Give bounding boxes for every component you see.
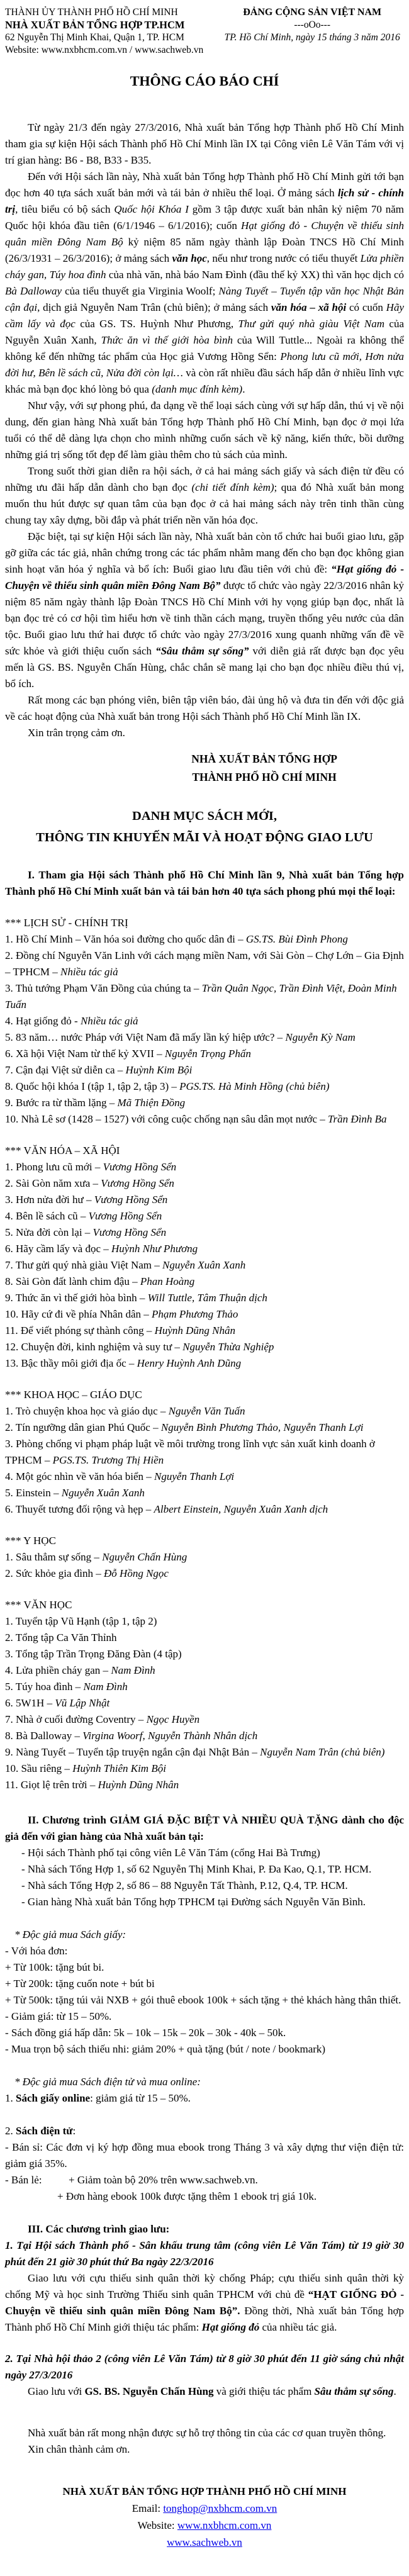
text-run: + Từ 200k: tặng cuốn note + bút bi [5,1978,155,1990]
promo-line [5,2041,404,2058]
promo-location [21,1861,404,1878]
text-run: 2. Đồng chí Nguyễn Văn Linh với cách mạng miền Nam, với Sài Gòn – Chợ Lớn – Gia Định – TPHCM – [5,949,404,978]
promo-line [5,2025,404,2041]
text-run: Nguyễn Trọng Phấn [164,1048,251,1060]
text-run: ; qua đó Nhà xuất bản mong muốn thu hút được sự quan tâm của bạn đọc ở cả hai mảng sách này trên tinh thần cùng chung tay xây dựng, bồi đắp và phát triển nền văn hóa đọc. [5,481,404,526]
section-iii-heading [5,2221,404,2237]
text-run: Will Tuttle, Tâm Thuận dịch [147,1292,267,1304]
text-run: văn học [172,252,207,264]
text-run: (danh mục đính kèm) [152,383,243,395]
book-item [5,1111,404,1128]
text-run: Trần Quân Ngọc, Trần Đình Việt, Đoàn Minh Tuấn [5,982,397,1011]
text-run: Vũ Lập Nhật [55,1697,110,1709]
text-run: Quốc hội Khóa I [114,203,189,215]
text-run: Nguyễn Thừa Nghiệp [182,1341,274,1353]
text-run: 5. Nửa đời còn lại – [5,1226,93,1238]
text-run: Huỳnh Dũng Nhân [154,1324,236,1336]
text-run: Nguyễn Văn Tuấn [168,1405,245,1417]
book-item [5,948,404,980]
document-flow [5,120,404,2551]
text-run: 7. Cận đại Việt sử diễn ca – [5,1064,126,1076]
book-item [5,1078,404,1095]
text-run: *** LỊCH SỬ - CHÍNH TRỊ [5,917,128,929]
paragraph-new-books [5,169,404,398]
text-run: Đỗ Hồng Ngọc [104,1567,169,1579]
text-run: Nguyễn Thanh Lợi [154,1470,235,1482]
text-run: Hạt giống đỏ [201,2321,260,2333]
text-run: Vương Hồng Sển [94,1194,168,1206]
text-run: Phan Hoàng [140,1275,195,1287]
text-run: (chi tiết đính kèm) [191,481,274,493]
book-item [5,1565,404,1582]
text-run: của tiểu thuyết gia Virginia Woolf; [62,285,219,297]
text-run: *** VĂN HÓA – XÃ HỘI [5,1145,120,1156]
text-run: và còn rất nhiều đầu sách hấp dẫn ở nhiều lĩnh vực khác mà bạn đọc khó lòng bỏ qua [5,367,404,395]
text-run: : [72,2125,76,2137]
text-run: Nguyễn Chấn Hùng [102,1551,188,1563]
section-ii-heading [5,1812,404,1845]
text-run: Vương Hồng Sển [101,1177,174,1189]
text-run: gồm 3 tập được xuất bản nhân kỷ niệm 70 năm Quốc hội khóa đầu tiên (6/1/1946 – 6/1/2016); cuốn [5,203,404,232]
book-item [5,1711,404,1728]
book-item [5,1095,404,1111]
promo-line [5,1976,404,1992]
category-header [5,915,404,931]
text-run: GS. BS. Nguyễn Chấn Hùng [84,2385,214,2397]
promo-line [5,1959,404,1976]
text-run: Đến với Hội sách lần này, Nhà xuất bản Tổng hợp Thành phố Hồ Chí Minh gửi tới bạn đọc hơn 40 tựa sách xuất bản mới và tái bản ở nhiều thể loại. Ở mảng sách [5,171,404,199]
book-item [5,1062,404,1078]
footer-email [5,2500,404,2517]
event-2-description [5,2383,404,2400]
text-run: Rất mong các bạn phóng viên, biên tập viên báo, đài ủng hộ và đưa tin đến với độc giả về các hoạt động của Nhà xuất bản trong Hội sách Thành phố Hồ Chí Minh lần IX. [5,694,404,722]
text-run: 5. Einstein – [5,1487,62,1499]
text-run: - Nhà sách Tổng Hợp 2, số 86 – 88 Nguyễn Tất Thành, P.12, Q.4, TP. HCM. [21,1879,348,1891]
book-item [5,1646,404,1662]
book-item [5,931,404,948]
text-run: Như vậy, với sự phong phú, đa dạng về thể loại sách cùng với sự hấp dẫn, thú vị về nội dung, đến gian hàng Nhà xuất bản Tổng hợp Thành phố Hồ Chí Minh, bạn đọc ở mọi lứa tuổi có thể dễ dàng lựa chọn cho mình những cuốn sách về kỹ năng, kiến thức, bồi dưỡng những giá trị sống tốt đẹp để làm giàu thêm cho tủ sách của mình. [5,400,404,461]
text-run: 4. Một góc nhìn về văn hóa biển – [5,1470,155,1482]
text-run: với diễn giả rất được bạn đọc yêu mến là GS. BS. Nguyễn Chấn Hùng, chắc chắn sẽ mang lại cho bạn đọc nhiều điều thú vị, bổ ích. [5,645,404,690]
book-item [5,1208,404,1224]
text-run: 1. Tuyển tập Vũ Hạnh (tập 1, tập 2) [5,1615,157,1627]
date-line: TP. Hồ Chí Minh, ngày 15 tháng 3 năm 2016 [224,32,400,43]
text-run: 6. Xã hội Việt Nam từ thế kỷ XVII – [5,1048,165,1060]
text-run: Huỳnh Như Phương [111,1243,198,1255]
book-item [5,1501,404,1518]
text-run: - Giảm giá: từ 15 – 50%. [5,2010,112,2022]
text-run: Sách điện tử [16,2125,73,2137]
text-run: 5. Túy hoa đình – [5,1681,84,1693]
text-run: 13. Bậc thầy môi giới địa ốc – [5,1357,137,1369]
text-run: 2. Tín ngưỡng dân gian Phú Quốc – [5,1421,161,1433]
text-run: 5. 83 năm… nước Pháp với Việt Nam đã mấy lần ký hiệp ước? – [5,1031,286,1043]
text-run: 1. [5,2092,16,2104]
signature-org-line-2 [172,768,356,787]
promo-line [5,2172,404,2188]
text-run: *** Y HỌC [5,1535,56,1547]
text-run: *** KHOA HỌC – GIÁO DỤC [5,1389,142,1401]
text-run: Giao lưu với [28,2385,85,2397]
text-run: có cuốn [346,301,386,313]
book-item [5,1744,404,1761]
text-run: Nam Đình [83,1681,128,1693]
text-run: - Với hóa đơn: [5,1945,68,1957]
text-run: 4. Bên lề sách cũ – [5,1210,89,1222]
text-run: “Hạt giống đỏ - Chuyện về thiếu sinh quân miền Đông Nam Bộ” [5,563,404,591]
org-parent-name: THÀNH ỦY THÀNH PHỐ HỒ CHÍ MINH [5,7,178,18]
promo-line [5,1992,404,2008]
text-run: Bà Dalloway [5,285,62,297]
book-item [5,1224,404,1241]
paragraph-exchange-events [5,529,404,692]
footer-org-name [5,2483,404,2500]
text-run: 1. Tại Hội sách Thành phố - Sân khấu trung tâm (công viên Lê Văn Tám) từ 19 giờ 30 phút đến 21 giờ 30 phút thứ Ba ngày 22/3/2016 [5,2239,404,2268]
text-run: . [393,2385,396,2397]
text-run: Nguyễn Xuân Xanh [162,1259,246,1271]
book-item [5,1728,404,1744]
text-run: - Gian hàng Nhà xuất bản Tổng hợp TPHCM tại Đường sách Nguyễn Văn Bình. [21,1896,366,1908]
text-run: 7. Nhà ở cuối đường Coventry – [5,1713,147,1725]
email-link[interactable]: tonghop@nxbhcm.com.vn [163,2502,277,2514]
text-run: Hạt giống đỏ - Chuyện về thiếu sinh quân miền Đông Nam Bộ [5,220,404,248]
promo-ebook-subheading [14,2074,404,2090]
text-run: Ngọc Huyền [146,1713,200,1725]
text-run: của nhiều tác giả. [259,2321,337,2333]
document-title: THÔNG CÁO BÁO CHÍ [130,73,279,89]
book-item [5,1159,404,1175]
text-run: 7. Thư gửi quý nhà giàu Việt Nam – [5,1259,163,1271]
attachment-title-line-2 [5,827,404,848]
text-run: 4. Lửa phiền cháy gan – [5,1664,111,1676]
text-run: Nguyễn Xuân Xanh [61,1487,145,1499]
text-run: Hãy cầm lấy và đọc [5,301,404,330]
header-org-block [5,6,220,57]
attachment-title-line-1 [5,805,404,827]
text-run: “Sâu thẳm sự sống” [155,645,249,657]
promo-line [5,2090,404,2107]
text-run: + Từ 500k: tặng túi vải NXB + gói thuê ebook 100k + sách tặng + thẻ khách hàng thân thiết. [5,1994,401,2006]
text-run: *** VĂN HỌC [5,1599,72,1611]
text-run: Sách giấy online [16,2092,91,2104]
book-item [5,1469,404,1485]
org-websites: Website: www.nxbhcm.com.vn / www.sachweb.vn [5,45,204,55]
text-run: của Nguyễn Xuân Xanh, [5,318,404,346]
text-run: 2. Tổng tập Ca Văn Thỉnh [5,1632,117,1644]
book-item [5,1549,404,1565]
book-item [5,1241,404,1257]
text-run: THÔNG TIN KHUYẾN MÃI VÀ HOẠT ĐỘNG GIAO LƯU [36,831,373,844]
text-run: , nếu như trong nước có tiểu thuyết [206,252,361,264]
text-run: : giảm giá từ 15 – 50%. [90,2092,191,2104]
book-item [5,1323,404,1339]
text-run: 11. Giọt lệ trên trời – [5,1779,98,1791]
book-item [5,1257,404,1274]
book-item [5,1777,404,1793]
book-item [5,1046,404,1062]
promo-line [5,2008,404,2025]
text-run: 10. Hãy cứ đi về phía Nhân dân – [5,1308,152,1320]
text-run: 3. Tổng tập Trần Trọng Đăng Đàn (4 tập) [5,1648,182,1660]
text-run: 4. Hạt giống đỏ - [5,1015,81,1027]
text-run: 8. Quốc hội khóa I (tập 1, tập 2, tập 3) – [5,1080,180,1092]
text-run: 2. Tại Nhà hội thảo 2 (công viên Lê Văn Tám) từ 8 giờ 30 phút đến 11 giờ sáng chủ nhật ngày 27/3/2016 [5,2353,404,2381]
event-1-heading [5,2237,404,2270]
promo-location [21,1878,404,1894]
text-run: PGS.TS. Trương Thị Hiền [52,1454,164,1466]
text-run: Thức ăn vì thế giới hòa bình [101,334,233,346]
text-run: 1. Trò chuyện khoa học và giáo dục – [5,1405,169,1417]
paragraph-press-request [5,692,404,725]
book-item [5,1290,404,1306]
text-run: PGS.TS. Hà Minh Hồng (chủ biên) [179,1080,330,1092]
text-run: Albert Einstein, Nguyễn Xuân Xanh dịch [154,1503,328,1515]
text-run: Website: [137,2519,177,2531]
text-run: Đồng thời, Nhà xuất bản Tổng hợp Thành phố Hồ Chí Minh giới thiệu tác phẩm: [5,2305,404,2333]
website-link[interactable]: www.nxbhcm.com.vn [177,2519,272,2531]
text-run: - Hội sách Thành phố tại công viên Lê Văn Tám (cổng Hai Bà Trưng) [21,1847,320,1859]
text-run: Vương Hồng Sển [92,1226,167,1238]
text-run: 8. Bà Dalloway – [5,1730,83,1742]
text-run: Nhiều tác giả [60,966,118,978]
text-run: 3. Thủ tướng Phạm Văn Đồng của chúng ta – [5,982,202,994]
paragraph-promotions [5,463,404,529]
header-motto-block [220,6,404,57]
book-item [5,1013,404,1029]
text-run: 9. Bước ra từ thầm lặng – [5,1097,118,1109]
text-run: 6. Thuyết tương đối rộng và hẹp – [5,1503,154,1515]
ooo-separator: ---oOo--- [294,20,330,30]
text-run: * Độc giả mua Sách điện tử và mua online: [14,2076,201,2088]
text-run: 3. Hơn nửa đời hư – [5,1194,94,1206]
category-header [5,1533,404,1549]
promo-line [57,2188,404,2205]
text-run: Email: [132,2502,164,2514]
text-run: , dịch giả Nguyễn Nam Trân (chủ biên); ở mảng sách [37,301,271,313]
book-item [5,1485,404,1501]
text-run: Trần Đình Ba [328,1113,387,1125]
paragraph-fair-participation [5,120,404,169]
text-run: III. Các chương trình giao lưu: [28,2223,170,2235]
text-run: II. Chương trình GIẢM GIÁ ĐẶC BIỆT VÀ NHIỀU QUÀ TẶNG dành cho độc giả đến với gian hàng của Nhà xuất bản tại: [5,1814,404,1842]
text-run: Sâu thẳm sự sống [314,2385,394,2397]
promo-location [21,1894,404,1910]
text-run: văn hóa – xã hội [271,301,347,313]
text-run: và giới thiệu tác phẩm [213,2385,315,2397]
text-run: Phong lưu cũ mới, Hơn nửa đời hư, Bên lề sách cũ, Nửa đời còn lại… [5,350,404,379]
text-run: Nam Đình [111,1664,155,1676]
text-run: của nhà văn, nhà báo Nam Đình (đầu thế kỷ XX) thì văn học dịch có [106,269,404,281]
paragraph-thanks [5,725,404,741]
text-run: của Will Tuttle... Ngoài ra không thể không kể đến những tác phẩm của Học giả Vương Hồng Sển: [5,334,404,362]
text-run: của GS. TS. Huỳnh Như Phương, [75,318,238,330]
text-run: 10. Sầu riêng – [5,1762,73,1774]
text-run: - Bán sỉ: Các đơn vị ký hợp đồng mua ebook trong Tháng 3 và xây dựng thư viện điện tử: giảm giá 35%. [5,2141,404,2170]
text-run: Trong suốt thời gian diễn ra hội sách, ở cả hai mảng sách giấy và sách điện tử đều có những ưu đãi hấp dẫn dành cho bạn đọc [5,465,404,493]
text-run: Nhiều tác giả [80,1015,138,1027]
text-run: Nguyễn Nam Trân (chủ biên) [260,1746,385,1758]
text-run: Huỳnh Thiên Kim Bội [72,1762,166,1774]
national-motto: ĐẢNG CỘNG SẢN VIỆT NAM [243,7,382,18]
text-run: 2. [5,2125,16,2137]
signature-org-line-1 [172,750,356,768]
text-run: + Từ 100k: tặng bút bi. [5,1961,104,1973]
text-run: Nàng Tuyết – Tuyển tập văn học Nhật Bản cận đại [5,285,404,313]
text-run: Nhà xuất bản rất mong nhận được sự hỗ trợ thông tin của các cơ quan truyền thông. [28,2427,386,2439]
text-run: 1. Sâu thẳm sự sống – [5,1551,103,1563]
text-run: 11. Để viết phóng sự thành công – [5,1324,155,1336]
book-item [5,1420,404,1436]
org-name: NHÀ XUẤT BẢN TỔNG HỢP TP.HCM [5,19,185,31]
text-run: Giao lưu với cựu thiếu sinh quân thời kỳ chống Pháp; cựu thiếu sinh quân thời kỳ chống Mỹ và học sinh Trường Thiếu sinh quân TPHCM với chủ đề [5,2272,404,2300]
closing-media-support [5,2425,404,2441]
promo-line [5,2139,404,2172]
book-item [5,1403,404,1420]
text-run: - Bán lẻ: + Giảm toàn bộ 20% trên www.sachweb.vn. [5,2174,258,2186]
text-run: 2. Sức khỏe gia đình – [5,1567,104,1579]
text-run: 2. Sài Gòn năm xưa – [5,1177,101,1189]
text-run: THÀNH PHỐ HỒ CHÍ MINH [192,771,337,783]
category-header [5,1387,404,1403]
text-run: 6. Hãy cầm lấy và đọc – [5,1243,111,1255]
book-item [5,1761,404,1777]
closing-thanks [5,2441,404,2458]
book-item [5,1436,404,1469]
sachweb-link[interactable]: www.sachweb.vn [167,2536,242,2548]
text-run: 12. Chuyện đời, kinh nghiệm và suy tư – [5,1341,183,1353]
promo-location [21,1845,404,1861]
text-run: GS.TS. Bùi Đình Phong [245,933,348,945]
text-run: - Mua trọn bộ sách thiếu nhi: giảm 20% + quà tặng (bút / note / bookmark) [5,2043,326,2055]
text-run: kỷ niệm 85 năm ngày thành lập Đoàn TNCS Hồ Chí Minh (26/3/1931 – 26/3/2016); ở mảng sách [5,236,404,264]
book-item [5,980,404,1013]
text-run: . [242,383,245,395]
event-2-heading [5,2351,404,2383]
book-item [5,1306,404,1323]
book-item [5,1355,404,1372]
text-run: * Độc giả mua Sách giấy: [14,1929,126,1940]
category-header [5,1597,404,1613]
text-run: Xin trân trọng cảm ơn. [28,727,125,739]
text-run: Lửa phiền cháy gan, Túy hoa đình [5,252,405,281]
text-run: - Nhà sách Tổng Hợp 1, số 62 Nguyễn Thị Minh Khai, P. Đa Kao, Q.1, TP. HCM. [21,1863,372,1875]
text-run: Huỳnh Dũng Nhân [98,1779,179,1791]
book-item [5,1339,404,1355]
text-run: 1. Hồ Chí Minh – Văn hóa soi đường cho quốc dân đi – [5,933,246,945]
text-run: được tổ chức vào ngày 22/3/2016 nhân kỷ niệm 85 năm ngày thành lập Đoàn TNCS Hồ Chí Minh với hy vọng giúp bạn đọc, nhất là bạn đọc trẻ có cơ hội tìm hiểu hơn về tinh thần cách mạng, truyền thống yêu nước của dân tộc. Buổi giao lưu thứ hai được tổ chức vào ngày 27/3/2016 xung quanh những vấn đề về sức khỏe và giới thiệu cuốn sách [5,580,404,657]
text-run: 9. Nàng Tuyết – Tuyển tập truyện ngắn cận đại Nhật Bản – [5,1746,261,1758]
text-run: 3. Phòng chống vi phạm pháp luật về môi trường trong lĩnh vực sản xuất kinh doanh ở TPHCM – [5,1438,375,1466]
text-run: Nguyễn Kỳ Nam [285,1031,356,1043]
text-run: Đặc biệt, tại sự kiện Hội sách lần này, Nhà xuất bản còn tổ chức hai buổi giao lưu, gặp gỡ giữa các tác giả, nhân chứng trong các tác phẩm nhằm mang đến cho bạn đọc không gian sinh hoạt văn hóa ý nghĩa và bổ ích: Buổi giao lưu đầu tiên với chủ đề: [5,530,404,575]
paragraph-variety [5,398,404,463]
text-run: Thư gửi quý nhà giàu Việt Nam [238,318,385,330]
text-run: 6. 5W1H – [5,1697,55,1709]
book-item [5,1192,404,1208]
text-run: DANH MỤC SÁCH MỚI, [132,809,277,823]
text-run: + Đơn hàng ebook 100k được tặng thêm 1 ebook trị giá 10k. [57,2190,317,2202]
text-run: Xin chân thành cảm ơn. [28,2443,130,2455]
text-run: Henry Huỳnh Anh Dũng [137,1357,242,1369]
book-item [5,1274,404,1290]
text-run: I. Tham gia Hội sách Thành phố Hồ Chí Minh lần 9, Nhà xuất bản Tổng hợp Thành phố Hồ Chí Minh xuất bản và tái bản hơn 40 tựa sách phong phú mọi thể loại: [5,869,404,897]
text-run: , tiêu biểu có bộ sách [15,203,115,215]
text-run: 8. Sài Gòn đất lành chim đậu – [5,1275,140,1287]
footer-website [5,2517,404,2534]
text-run: Vương Hồng Sển [103,1161,177,1173]
text-run: Phạm Phương Thảo [152,1308,238,1320]
book-item [5,1029,404,1046]
text-run: Từ ngày 21/3 đến ngày 27/3/2016, Nhà xuất bản Tổng hợp Thành phố Hồ Chí Minh tham gia sự kiện Hội sách Thành phố Hồ Chí Minh lần IX tại Công viên Lê Văn Tám với vị trí gian hàng: B6 - B8, B33 - B35. [5,121,404,166]
event-1-description [5,2270,404,2336]
text-run: 1. Phong lưu cũ mới – [5,1161,103,1173]
promo-line [5,1943,404,1959]
category-header [5,1143,404,1159]
text-run: NHÀ XUẤT BẢN TỔNG HỢP THÀNH PHỐ HỒ CHÍ MINH [62,2485,347,2497]
promo-paper-subheading [14,1927,404,1943]
text-run: lịch sử - chính trị [5,187,404,215]
book-item [5,1662,404,1679]
footer-sachweb [5,2534,404,2551]
text-run: Mã Thiện Đồng [117,1097,186,1109]
text-run: “HẠT GIỐNG ĐỎ - Chuyện về thiếu sinh quân miền Đông Nam Bộ”. [5,2288,404,2317]
book-item [5,1175,404,1192]
book-item [5,1695,404,1711]
text-run: 10. Nhà Lê sơ (1428 – 1527) với công cuộc chống nạn sâu dân mọt nước – [5,1113,328,1125]
book-item [5,1679,404,1695]
section-i-heading [5,867,404,900]
text-run: Nguyễn Bình Phương Thảo, Nguyễn Thanh Lợi [160,1421,364,1433]
text-run: Huỳnh Kim Bội [125,1064,193,1076]
text-run: Virgina Woorf, Nguyễn Thành Nhân dịch [82,1730,258,1742]
text-run: Vương Hồng Sển [88,1210,162,1222]
text-run: - Sách đồng giá hấp dẫn: 5k – 10k – 15k – 20k – 30k - 40k – 50k. [5,2027,286,2039]
book-item [5,1613,404,1630]
org-address: 62 Nguyễn Thị Minh Khai, Quận 1, TP. HCM [5,32,184,43]
text-run: NHÀ XUẤT BẢN TỔNG HỢP [191,753,337,765]
book-item [5,1630,404,1646]
text-run: 9. Thức ăn vì thế giới hòa bình – [5,1292,148,1304]
promo-line [5,2123,404,2139]
document-header [5,6,404,57]
